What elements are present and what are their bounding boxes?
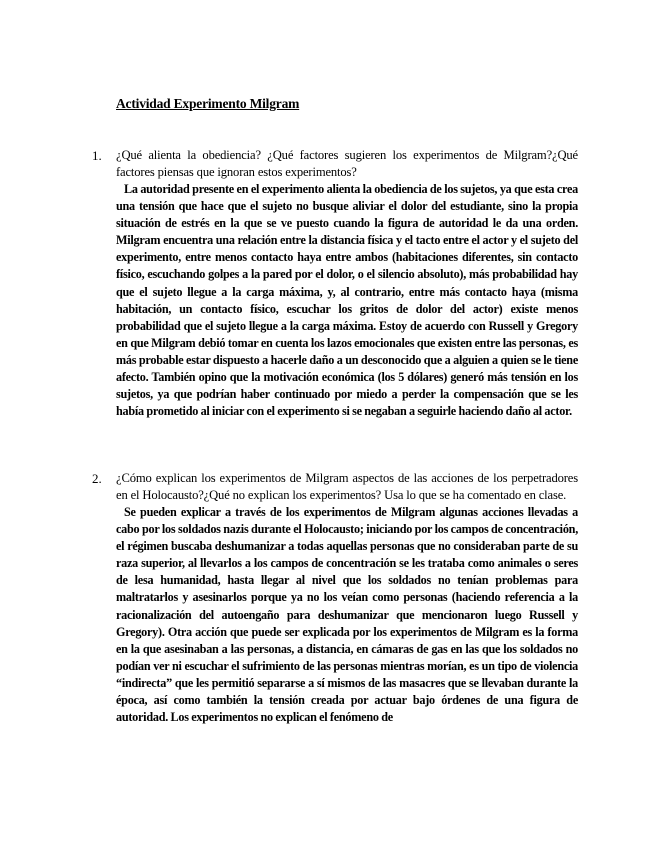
- question-number: 1.: [92, 148, 102, 163]
- question-item-1: [92, 147, 578, 420]
- question-text: ¿Qué alienta la obediencia? ¿Qué factores sugieren los experimentos de Milgram?¿Qué factores piensas que ignoran estos experimentos?: [116, 148, 578, 179]
- question-text: ¿Cómo explican los experimentos de Milgram aspectos de las acciones de los perpetradores en el Holocausto?¿Qué no explican los experimentos? Usa lo que se ha comentado en clase.: [116, 471, 578, 502]
- answer-paragraph: La autoridad presente en el experimento alienta la obediencia de los sujetos, ya que esta crea una tensión que hace que el sujeto no busque aliviar el dolor del estudiante, sino la propia situación de estrés en la que se ve puesto cuando la figura de autoridad le da una orden. Milgram encuentra una relación entre la distancia física y el tacto entre el actor y el sujeto del experimento, entre menos contacto haya entre ambos (habitaciones diferentes, sin contacto físico, escuchando golpes a la pared por el dolor, o el silencio absoluto), más probabilidad hay que el sujeto llegue a la carga máxima, y, al contrario, entre más contacto haya (misma habitación, un contacto físico, escuchar los gritos de dolor del actor) existe menos probabilidad que el sujeto llegue a la carga máxima. Estoy de acuerdo con Russell y Gregory en que Milgram debió tomar en cuenta los lazos emocionales que existen entre las personas, es más probable estar dispuesto a hacerle daño a un desconocido que a alguien a quien se le tiene afecto. También opino que la motivación económica (los 5 dólares) generó más tensión en los sujetos, ya que podrían haber continuado por miedo a perder la compensación que se les había prometido al iniciar con el experimento si se negaban a seguirle haciendo daño al actor.: [116, 182, 578, 419]
- document-title: Actividad Experimento Milgram: [116, 96, 300, 111]
- question-item-2: [92, 470, 578, 726]
- question-number: 2.: [92, 471, 102, 486]
- answer-paragraph: Se pueden explicar a través de los experimentos de Milgram algunas acciones llevadas a cabo por los soldados nazis durante el Holocausto; iniciando por los campos de concentración, el régimen buscaba deshumanizar a todas aquellas personas que no consideraban parte de su raza superior, al llevarlos a los campos de concentración se les trataba como animales o seres de lesa humanidad, hasta llegar al nivel que los soldados no tenían problemas para maltratarlos y asesinarlos porque ya no los veían como personas (haciendo referencia a la racionalización del autoengaño para deshumanizar que mencionaron luego Russell y Gregory). Otra acción que puede ser explicada por los experimentos de Milgram es la forma en la que asesinaban a las personas, a distancia, en cámaras de gas en las que los soldados no podían ver ni escuchar el sufrimiento de las personas mientras morían, es un tipo de violencia “indirecta” que les permitió separarse a sí mismos de las masacres que se llevaban durante la época, así como también la tensión creada por actuar bajo órdenes de una figura de autoridad. Los experimentos no explican el fenómeno de: [116, 505, 578, 725]
